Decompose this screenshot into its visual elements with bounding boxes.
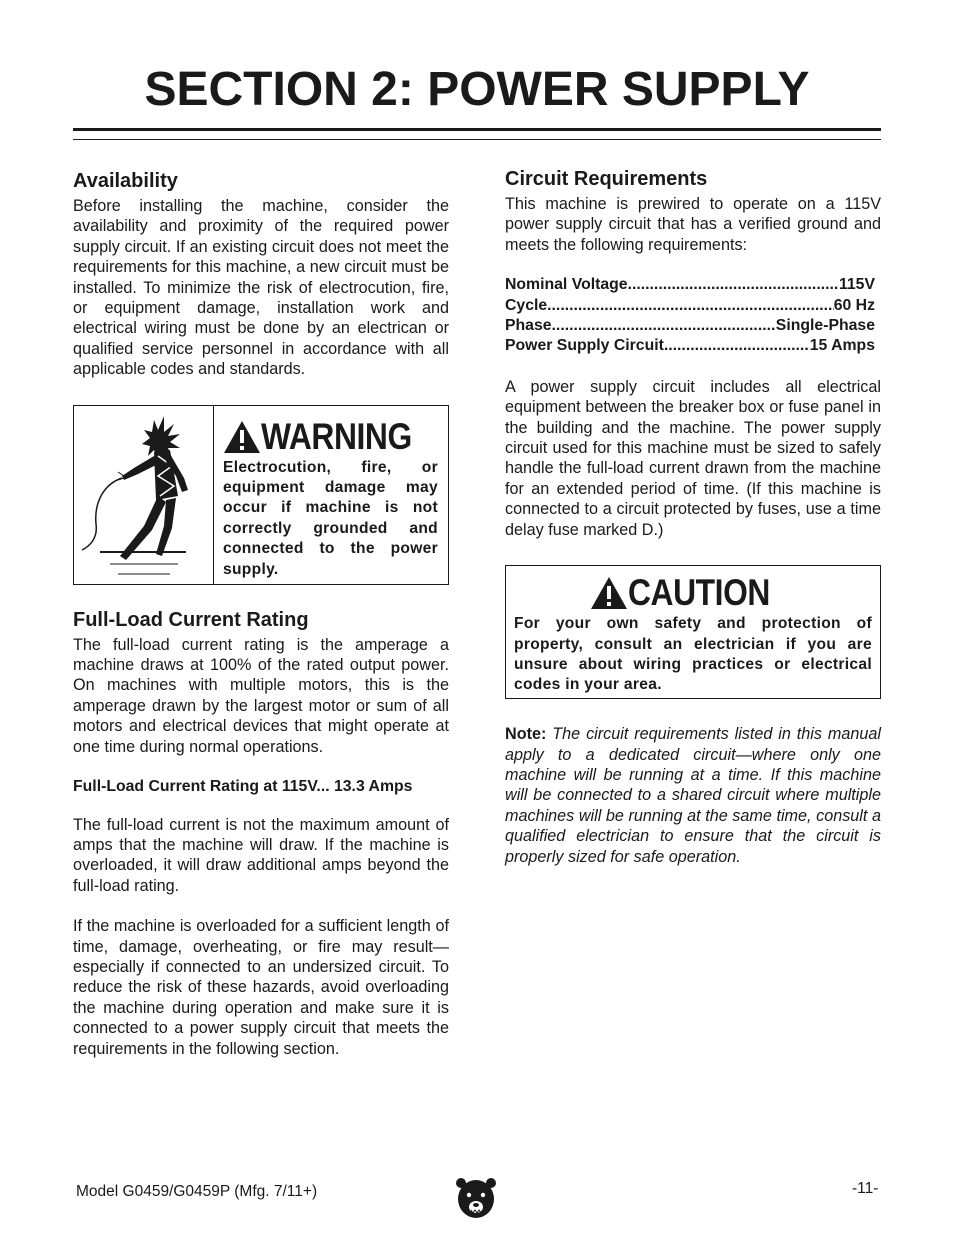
spec-label: Nominal Voltage — [505, 276, 628, 294]
spec-value: 60 Hz — [833, 296, 875, 314]
bear-logo-icon — [456, 1175, 496, 1221]
spec-label: Cycle — [505, 296, 548, 314]
warning-text: Electrocution, fire, or equipment damage may occur if machine is not correctly grounded and connected to the power supply. — [223, 458, 438, 578]
circuit-description: A power supply circuit includes all electrical equipment between the breaker box or fuse panel in the building and the machine. The power supply circuit used for this machine must be sized to safely handle the full-load current drawn from the machine for an extended period of time. (If this machine is connected to a circuit protected by fuses, use a time delay fuse marked D.) — [505, 377, 881, 539]
page-title: SECTION 2: POWER SUPPLY — [144, 63, 810, 116]
spec-row-nominal-voltage — [505, 275, 875, 295]
circuit-intro: This machine is prewired to operate on a 115V power supply circuit that has a verified ground and meets the following requirements: — [505, 195, 881, 254]
spec-row-phase — [505, 316, 875, 336]
note-text: The circuit requirements listed in this manual apply to a dedicated circuit—where only one machine will be running at a time. If this machine will be connected to a shared circuit where multiple machines will be running at the same time, consult a qualified electrician to ensure that the circuit is properly sized for safe operation. — [505, 725, 881, 866]
availability-heading: Availability — [73, 170, 178, 192]
title-rule-thick — [73, 128, 881, 131]
spec-label: Phase — [505, 317, 552, 335]
spec-value: Single-Phase — [775, 317, 875, 335]
title-rule-thin — [73, 139, 881, 140]
warning-box — [73, 405, 449, 585]
full-load-paragraph-3: If the machine is overloaded for a sufficient length of time, damage, overheating, or fire may result—especially if connected to an undersized circuit. To reduce the risk of these hazards, avoid overloading the machine during operation and make sure it is connected to a power supply circuit that meets the requirements in the following section. — [73, 917, 449, 1058]
caution-text: For your own safety and protection of property, consult an electrician if you are unsure about wiring practices or electrical codes in your area. — [514, 615, 872, 694]
circuit-spec-list — [505, 275, 881, 357]
caution-label: CAUTION — [628, 572, 770, 614]
left-column — [73, 168, 449, 1059]
electrocuted-person-icon — [74, 406, 212, 583]
footer-page-number: -11- — [852, 1180, 879, 1197]
full-load-rating: Full-Load Current Rating at 115V... 13.3 Amps — [73, 778, 413, 796]
caution-triangle-icon — [590, 576, 628, 610]
right-column — [505, 166, 881, 867]
spec-label: Power Supply Circuit — [505, 337, 664, 355]
full-load-text: The full-load current rating is the amperage a machine draws at 100% of the rated output power. On machines with multiple motors, this is the amperage drawn by the largest motor or sum of all motors and electrical devices that might operate at one time during normal operations. — [73, 635, 449, 756]
note-label: Note: — [505, 725, 547, 744]
warning-label: WARNING — [261, 415, 412, 457]
caution-box — [505, 565, 881, 699]
warning-triangle-icon — [223, 420, 261, 454]
caution-header — [514, 572, 872, 614]
electrocution-illustration — [74, 406, 214, 584]
availability-text: Before installing the machine, consider the availability and proximity of the required power supply circuit. If an existing circuit does not meet the requirements for this machine, a new circuit must be installed. To minimize the risk of electrocution, fire, or equipment damage, installation work and electrical wiring must be done by an electrican or qualified service personnel in accordance with all applicable codes and standards. — [73, 197, 449, 379]
note-paragraph — [505, 724, 881, 867]
warning-header — [223, 416, 438, 458]
spec-value: 15 Amps — [809, 337, 875, 355]
spec-row-cycle — [505, 296, 875, 316]
full-load-heading: Full-Load Current Rating — [73, 608, 309, 631]
full-load-paragraph-2: The full-load current is not the maximum amount of amps that the machine will draw. If the machine is overloaded, it will draw additional amps beyond the full-load rating. — [73, 815, 449, 895]
spec-value: 115V — [838, 276, 875, 294]
footer-model: Model G0459/G0459P (Mfg. 7/11+) — [76, 1183, 318, 1200]
spec-row-power-supply-circuit — [505, 336, 875, 356]
circuit-heading: Circuit Requirements — [505, 168, 708, 190]
